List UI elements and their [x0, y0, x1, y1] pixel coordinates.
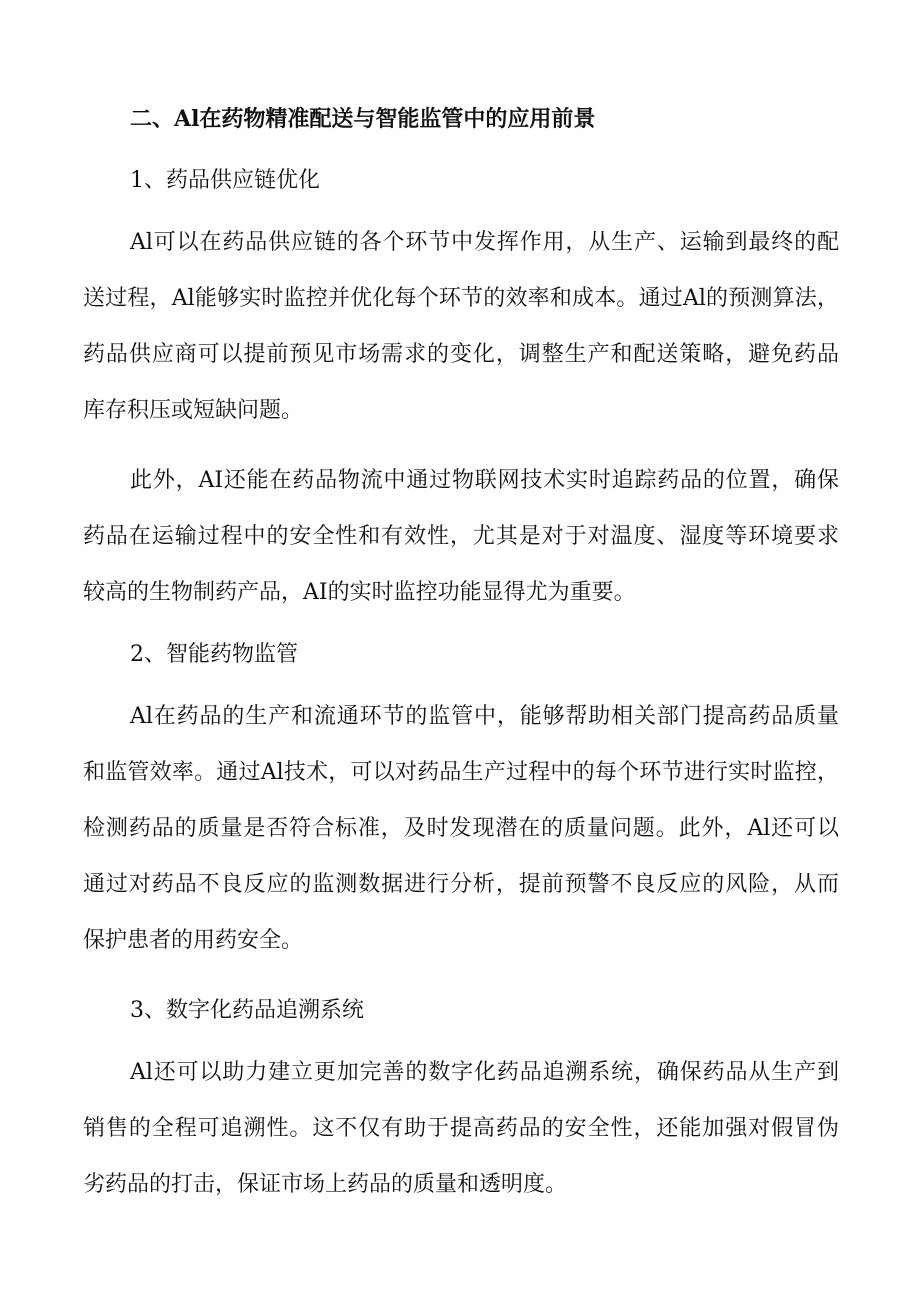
- text-line: 药品在运输过程中的安全性和有效性，尤其是对于对温度、湿度等环境要求: [83, 524, 839, 549]
- text-line: 送过程，Al能够实时监控并优化每个环节的效率和成本。通过Al的预测算法，: [83, 286, 839, 311]
- subheading-smart-regulation: 2、智能药物监管: [130, 642, 298, 667]
- text-line: 保护患者的用药安全。: [83, 928, 304, 953]
- text-line: 较高的生物制药产品，AI的实时监控功能显得尤为重要。: [83, 580, 636, 605]
- paragraph-supply-chain-1: [83, 228, 839, 426]
- paragraph-traceability: [83, 1058, 839, 1200]
- text-line: 此外，AI还能在药品物流中通过物联网技术实时追踪药品的位置，确保: [130, 468, 839, 493]
- paragraph-smart-regulation: [83, 702, 839, 956]
- text-line: Al还可以助力建立更加完善的数字化药品追溯系统，确保药品从生产到: [130, 1060, 839, 1085]
- text-line: 药品供应商可以提前预见市场需求的变化，调整生产和配送策略，避免药品: [83, 342, 839, 367]
- paragraph-supply-chain-2: [83, 466, 839, 608]
- text-line: 库存积压或短缺问题。: [83, 398, 304, 423]
- text-line: 通过对药品不良反应的监测数据进行分析，提前预警不良反应的风险，从而: [83, 872, 839, 897]
- subheading-supply-chain: 1、药品供应链优化: [130, 168, 320, 193]
- text-line: Al在药品的生产和流通环节的监管中，能够帮助相关部门提高药品质量: [130, 704, 839, 729]
- text-line: Al可以在药品供应链的各个环节中发挥作用，从生产、运输到最终的配: [130, 230, 839, 255]
- text-line: 劣药品的打击，保证市场上药品的质量和透明度。: [83, 1172, 568, 1197]
- subheading-traceability: 3、数字化药品追溯系统: [130, 998, 364, 1023]
- text-line: 销售的全程可追溯性。这不仅有助于提高药品的安全性，还能加强对假冒伪: [83, 1116, 839, 1141]
- document-body: [83, 104, 839, 1200]
- text-line: 检测药品的质量是否符合标准，及时发现潜在的质量问题。此外，Al还可以: [83, 816, 839, 841]
- section-title: 二、Al在药物精准配送与智能监管中的应用前景: [130, 106, 596, 132]
- text-line: 和监管效率。通过Al技术，可以对药品生产过程中的每个环节进行实时监控，: [83, 760, 839, 785]
